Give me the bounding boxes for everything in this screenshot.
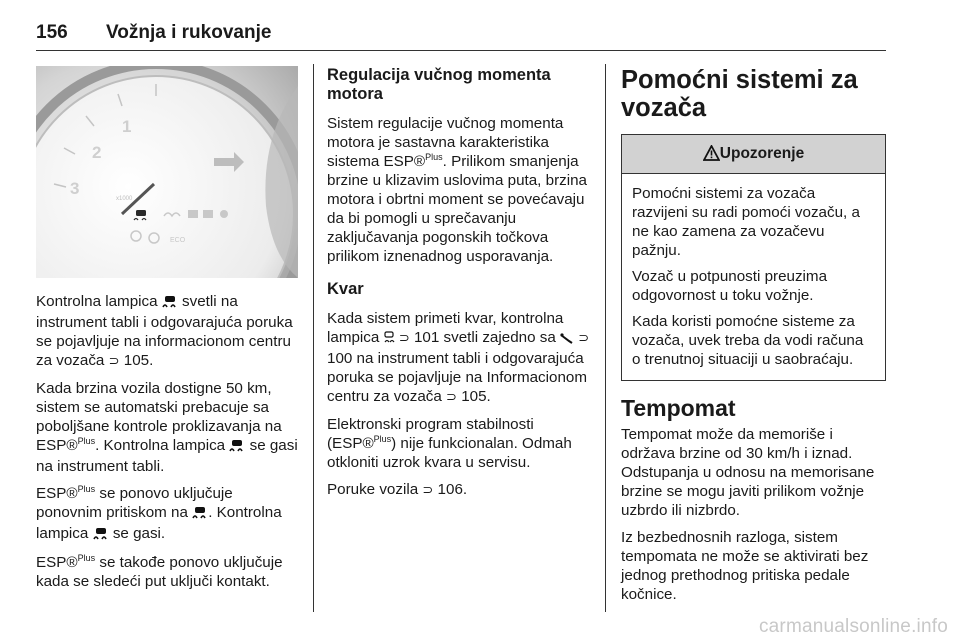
dial-number-3: 3 xyxy=(70,179,80,198)
text-run: 101 svetli zajedno sa xyxy=(413,329,556,346)
page-reference: 105. xyxy=(123,352,154,369)
superscript: Plus xyxy=(77,484,96,494)
text-run: ) nije funkcionalan. Odmah otkloniti uzrok kvara u servisu. xyxy=(327,435,572,471)
section-heading: Regulacija vučnog momenta motora xyxy=(327,66,551,103)
paragraph xyxy=(36,484,300,545)
eco-label: ECO xyxy=(170,237,186,244)
dial-number-1: 1 xyxy=(122,117,132,136)
esp-off-icon xyxy=(384,330,395,349)
text-run: Kada brzina vozila dostigne 50 km, sistem se automatski prebacuje sa poboljšane kontrole proklizavanja na ESP® xyxy=(36,380,282,454)
dashboard-gauge-illustration xyxy=(36,66,298,278)
column-2 xyxy=(327,66,595,508)
page-reference: 105. xyxy=(461,388,491,405)
text-run: Kada sistem primeti kvar, kontrolna lampica xyxy=(327,310,564,346)
page-title: Vožnja i rukovanje xyxy=(106,22,272,43)
paragraph xyxy=(36,292,300,371)
column-1 xyxy=(36,66,300,599)
text-run: . Kontrolna lampica xyxy=(36,504,282,542)
page-number: 156 xyxy=(36,22,68,43)
column-3 xyxy=(621,66,886,612)
section-heading: Pomoćni sistemi za vozača xyxy=(621,66,858,122)
text-run: . Prilikom smanjenja brzine u klizavim uslovima puta, brzina motora i obrtni moment se povećavaju da bi pomogli u sprečavanju zaključavanja pogonskih točkova prilikom iznenadnog usporavanja. xyxy=(327,153,587,265)
superscript: Plus xyxy=(425,152,443,162)
esp-skid-icon xyxy=(162,294,178,313)
paragraph xyxy=(327,114,595,266)
paragraph xyxy=(36,553,300,591)
esp-skid-icon xyxy=(192,505,208,524)
page-reference: 106. xyxy=(437,481,468,498)
paragraph: Iz bezbednosnih razloga, sistem tempomata ne može se aktivirati bez jednog prethodnog pritiska pedale kočnice. xyxy=(621,529,869,603)
paragraph xyxy=(327,480,595,500)
instrument-cluster-figure xyxy=(36,66,298,278)
superscript: Plus xyxy=(373,434,392,444)
superscript: Plus xyxy=(77,553,96,563)
tempomat-heading: Tempomat xyxy=(621,395,736,421)
warning-title: Upozorenje xyxy=(719,145,805,162)
paragraph: Tempomat može da memoriše i održava brzine od 30 km/h i iznad. Odstupanja u odnosu na memorisane brzine se mogu javiti prilikom vožnje uzbrdo ili nizbrdo. xyxy=(621,426,875,519)
dial-number-2: 2 xyxy=(92,143,102,162)
warning-paragraph: Vozač u potpunosti preuzima odgovornost u toku vožnje. xyxy=(632,268,828,304)
reference-arrow-icon: ⊃ xyxy=(398,331,410,346)
paragraph xyxy=(36,379,300,476)
text-run: se ponovo uključuje ponovnim pritiskom na xyxy=(36,485,233,521)
text-run: 100 na instrument tabli i odgovarajuća poruka se pojavljuje na Informacionom centru za vozača xyxy=(327,350,588,405)
text-run: se gasi. xyxy=(112,525,166,542)
warning-paragraph: Kada koristi pomoćne sisteme za vozača, uvek treba da vodi računa o trenutnoj situaciji u saobraćaju. xyxy=(632,313,864,368)
text-run: se gasi na instrument tabli. xyxy=(36,437,298,475)
text-run: ESP® xyxy=(36,485,78,502)
esp-skid-icon xyxy=(229,438,245,457)
warning-box xyxy=(621,134,886,381)
paragraph xyxy=(327,415,595,472)
text-run: Sistem regulacije vučnog momenta motora je sastavna karakteristika sistema ESP® xyxy=(327,115,564,170)
reference-arrow-icon: ⊃ xyxy=(578,331,590,346)
column-divider-2 xyxy=(605,64,606,612)
column-divider-1 xyxy=(313,64,314,612)
text-run: Poruke vozila xyxy=(327,481,419,498)
text-run: ESP® xyxy=(36,554,78,571)
warning-triangle-icon xyxy=(703,138,720,176)
reference-arrow-icon: ⊃ xyxy=(422,483,434,498)
warning-body xyxy=(622,174,885,380)
rpm-unit-label: x1000 xyxy=(116,196,133,202)
superscript: Plus xyxy=(77,436,96,446)
text-run: . Kontrolna lampica xyxy=(95,437,226,454)
page-header xyxy=(36,22,886,51)
text-run: svetli na instrument tabli i odgovarajuća poruka se pojavljuje na informacionom centru za vozača xyxy=(36,293,293,369)
text-run: Elektronski program stabilnosti (ESP® xyxy=(327,416,534,452)
warning-header xyxy=(622,135,885,174)
reference-arrow-icon: ⊃ xyxy=(446,390,457,405)
paragraph xyxy=(327,309,595,407)
text-run: se takođe ponovo uključuje kada se sledeći put uključi kontakt. xyxy=(36,554,283,590)
esp-skid-icon xyxy=(93,526,109,545)
watermark-url: carmanualsonline.info xyxy=(758,616,948,637)
warning-paragraph: Pomoćni sistemi za vozača razvijeni su radi pomoći vozaču, a ne kao zamena za vozačevu pažnju. xyxy=(632,185,860,259)
reference-arrow-icon: ⊃ xyxy=(108,354,120,369)
text-run: Kontrolna lampica xyxy=(36,293,158,310)
kvar-heading: Kvar xyxy=(327,280,364,298)
service-wrench-icon xyxy=(560,330,574,349)
